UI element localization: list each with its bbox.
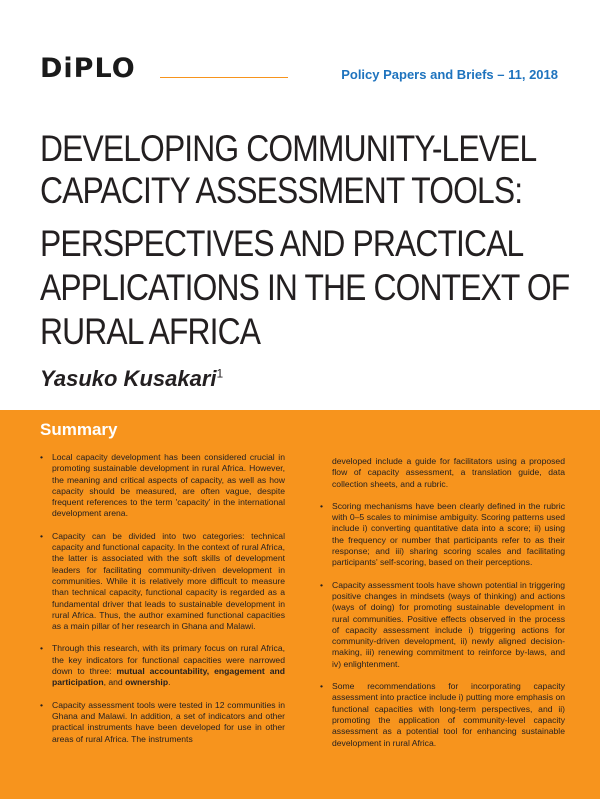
keyword-mutual-accountability: mutual accountability <box>116 666 207 677</box>
bullet-continuation <box>320 456 565 490</box>
title-line-2: CAPACITY ASSESSMENT TOOLS: <box>40 170 523 211</box>
title-line-4: APPLICATIONS IN THE CONTEXT OF <box>40 267 570 308</box>
bullet-item: • Capacity assessment tools have shown potential in triggering positive changes in mindsets (ways of thinking) and actions (ways of doing) for promoting sustainable development in rural communities. Positive effects observed in the process of capacity assessment include i) triggering actions for community-driven development, ii) newly aligned decision-making, iii) renewing commitment to reinforce by-laws, and iv) enlightenment. <box>320 579 565 669</box>
bullet-text: Local capacity development has been considered crucial in promoting sustainable development in rural Africa. However, the meaning and critical aspects of capacity, as well as how capacity should be measured, are often vague, despite frequent references to the term 'capacity' in the international development arena. <box>52 452 285 519</box>
author-footnote: 1 <box>216 366 224 381</box>
header-rule <box>160 77 288 78</box>
bullet-item: • Through this research, with its primary focus on rural Africa, the key indicators for functional capacities were narrowed down to three: mutual accountability, engagement and participation, and ownership. <box>40 643 285 688</box>
bullet-text: Capacity assessment tools were tested in 12 communities in Ghana and Malawi. In addition, a set of indicators and other practical instruments have been developed for use in other areas of rural Africa. The instruments <box>52 699 285 744</box>
author <box>40 366 223 392</box>
summary-right-column <box>320 456 565 760</box>
keyword-ownership: ownership <box>125 677 169 688</box>
bullet-text: Scoring mechanisms have been clearly defined in the rubric with 0–5 scales to minimise ambiguity. Scoring patterns used include i) converting quantitative data into a score; ii) using the frequency or number that participants refer to as their response; and iii) sharing scoring scales and facilitating participants' self-scoring, based on their perceptions. <box>332 500 565 568</box>
logo-text: DiPLO <box>40 52 136 84</box>
bullet-item: • Scoring mechanisms have been clearly defined in the rubric with 0–5 scales to minimise ambiguity. Scoring patterns used include i) converting quantitative data into a score; ii) using the frequency or number that participants refer to as their response; and iii) sharing scoring scales and facilitating participants' self-scoring, based on their perceptions. <box>320 500 565 568</box>
bullet-item: • Local capacity development has been considered crucial in promoting sustainable development in rural Africa. However, the meaning and critical aspects of capacity, as well as how capacity should be measured, are often vague, despite frequent references to the term 'capacity' in the international development arena. <box>40 452 285 519</box>
title-line-5: RURAL AFRICA <box>40 311 261 352</box>
bullet-text: developed include a guide for facilitators using a proposed flow of capacity assessment, a translation guide, data collection sheets, and a rubric. <box>332 456 565 489</box>
summary-left-column <box>40 452 285 756</box>
document-title <box>40 128 580 354</box>
summary-heading: Summary <box>40 420 118 439</box>
bullet-item: • Capacity can be divided into two categories: technical capacity and functional capacity. In the context of rural Africa, the latter is associated with the soft skills of development leaders for facilitating community-driven development in communities. While it is relatively more difficult to measure than technical capacity, functional capacity is regarded as a fundamental driver that leads to sustainable development in rural Africa. Thus, the author examined functional capacities as a main pillar of her research in Ghana and Malawi. <box>40 530 285 632</box>
bullet-text: Some recommendations for incorporating capacity assessment into practice include i) putting more emphasis on functional capacities with long-term perspectives, and ii) promoting the application of community-level capacity assessment as a potential tool for enhancing sustainable development in rural Africa. <box>332 681 565 748</box>
bullet-text: Capacity can be divided into two categories: technical capacity and functional capacity. In the context of rural Africa, the latter is associated with the soft skills of development leaders for facilitating community-driven development in communities. While it is relatively more difficult to measure than technical capacity, functional capacity is regarded as a fundamental driver that leads to sustainable development in rural Africa. Thus, the author examined functional capacities as a main pillar of her research in Ghana and Malawi. <box>52 530 285 632</box>
bullet-text: Through this research, with its primary focus on rural Africa, the key indicators for functional capacities were narrowed down to three: <box>52 643 285 677</box>
bullet-text: Capacity assessment tools have shown potential in triggering positive changes in mindsets (ways of thinking) and actions (ways of doing) for promoting sustainable development in rural communities. Positive effects observed in the process of capacity assessment include i) triggering actions for community-driven development, ii) newly aligned decision-making, iii) renewing commitment to reinforce by-laws, and iv) enlightenment. <box>332 579 565 669</box>
diplo-logo <box>40 52 136 84</box>
series-label: Policy Papers and Briefs – 11, 2018 <box>341 67 558 82</box>
bullet-item: • Some recommendations for incorporating capacity assessment into practice include i) putting more emphasis on functional capacities with long-term perspectives, and ii) promoting the application of community-level capacity assessment as a potential tool for enhancing sustainable development in rural Africa. <box>320 681 565 748</box>
author-name: Yasuko Kusakari <box>40 366 217 391</box>
bullet-item: • Capacity assessment tools were tested in 12 communities in Ghana and Malawi. In addition, a set of indicators and other practical instruments have been developed for use in other areas of rural Africa. The instruments <box>40 699 285 744</box>
title-line-1: DEVELOPING COMMUNITY-LEVEL <box>40 128 537 169</box>
title-line-3: PERSPECTIVES AND PRACTICAL <box>40 223 524 264</box>
keyword-engagement: engagement and participation <box>52 666 285 688</box>
summary-box <box>0 410 600 799</box>
